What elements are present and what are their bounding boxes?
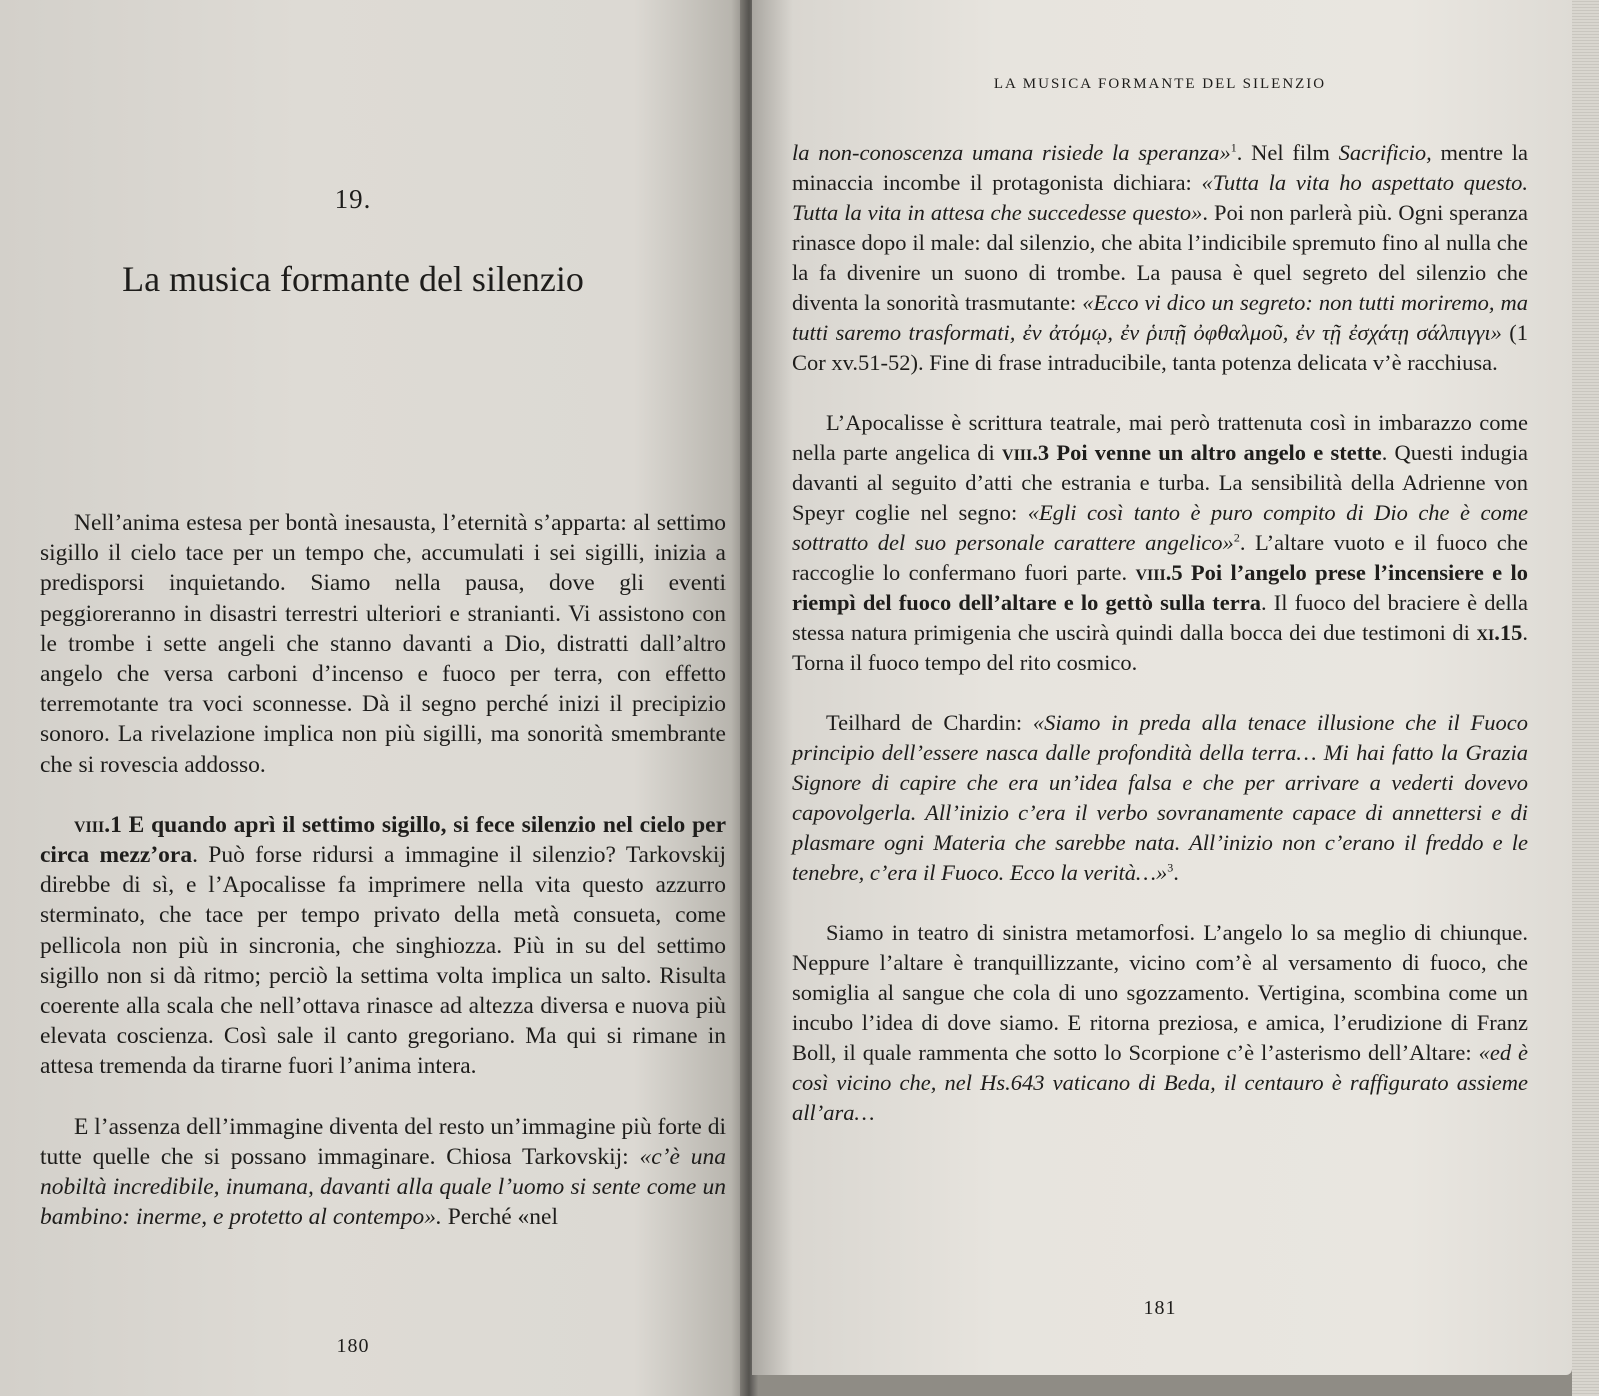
- left-body-text: [40, 508, 726, 1232]
- italic-quote: «Egli così tanto è puro compito di Dio che è come sottratto del suo personale carattere angelico»: [792, 500, 1529, 555]
- verse-reference: viii.3: [1002, 440, 1050, 465]
- paragraph-text: (1 Cor xv.51-52). Fine di frase intraducibile, tanta potenza delicata v’è racchiusa.: [792, 320, 1528, 375]
- page-number-right: 181: [1143, 1297, 1177, 1319]
- paragraph: [792, 708, 1528, 888]
- paragraph-text: . Torna il fuoco tempo del rito cosmico.: [792, 620, 1528, 675]
- paragraph-text: . Nel film: [1236, 140, 1339, 165]
- bold-quote: Poi l’angelo prese l’incensiere e lo riempì del fuoco dell’altare e lo gettò sulla terra: [792, 560, 1528, 615]
- verse-reference: viii.5: [1135, 560, 1183, 585]
- paragraph: [792, 918, 1528, 1128]
- paragraph-text: . Poi non parlerà più. Ogni speranza rinasce dopo il male: dal silenzio, che abita l’indicibile spremuto fino al nulla che la fa divenire un suono di trombe. La pausa è quel segreto del silenzio che diventa la sonorità trasmutante:: [792, 200, 1528, 315]
- italic-quote: «Ecco vi dico un segreto: non tutti moriremo, ma tutti saremo trasformati, ἐν ἀτόμῳ, ἐν ῥιπῇ ὀφθαλμοῦ, ἐν τῇ ἐσχάτῃ σάλπιγγι»: [792, 290, 1528, 345]
- italic-title: Sacrificio,: [1338, 140, 1432, 165]
- italic-quote: «Siamo in preda alla tenace illusione che il Fuoco principio dell’essere nasca dalle profondità della terra… Mi hai fatto la Grazia Signore di capire che era un’idea falsa e che per arrivare a vederti dovevo capovolgerla. All’inizio c’era il verbo sovranamente capace di annettersi e di plasmare ogni Materia che sarebbe nata. All’inizio non c’erano il freddo e le tenebre, c’era il Fuoco. Ecco la verità…»: [792, 710, 1529, 885]
- paragraph-text: . Questi indugia davanti al seguito d’atti che estrania e turba. La sensibilità della Adrienne von Speyr coglie nel segno:: [792, 440, 1528, 525]
- running-head: LA MUSICA FORMANTE DEL SILENZIO: [993, 76, 1327, 92]
- paragraph-text: Siamo in teatro di sinistra metamorfosi. L’angelo lo sa meglio di chiunque. Neppure l’altare è tranquillizzante, vicino com’è al versamento di fuoco, che somiglia al sangue che cola di uno sgozzamento. Vertigina, scombina come un incubo l’idea di dove siamo. E ritorna preziosa, e amica, l’erudizione di Franz Boll, il quale rammenta che sotto lo Scorpione c’è l’asterismo dell’Altare:: [792, 920, 1528, 1065]
- italic-quote: «Tutta la vita ho aspettato questo. Tutta la vita in attesa che succedesse questo»: [792, 170, 1528, 225]
- verse-reference: viii.1: [74, 811, 122, 838]
- paragraph: [40, 508, 726, 780]
- italic-quote: «ed è così vicino che, nel Hs.643 vaticano di Beda, il centauro è raffigurato assieme all’ara…: [792, 1040, 1528, 1125]
- footnote-marker: 1: [1230, 140, 1237, 155]
- italic-quote: «c’è una nobiltà incredibile, inumana, davanti alla quale l’uomo si sente come un bambino: inerme, e protetto al contempo».: [40, 1143, 726, 1231]
- right-page: [752, 0, 1572, 1375]
- page-block-edge: [1572, 0, 1599, 1396]
- paragraph: [40, 810, 726, 1082]
- verse-reference: xi.15: [1476, 620, 1523, 645]
- page-number-left: 180: [336, 1335, 370, 1357]
- right-body-text: [792, 138, 1528, 1128]
- chapter-title: La musica formante del silenzio: [122, 259, 584, 299]
- paragraph-text: L’Apocalisse è scrittura teatrale, mai però trattenuta così in imbarazzo come nella parte angelica di: [792, 410, 1528, 465]
- footnote-marker: 2: [1233, 530, 1240, 545]
- paragraph-text: Teilhard de Chardin:: [826, 710, 1033, 735]
- paragraph-text: Perché «nel: [441, 1204, 558, 1231]
- left-page: [0, 0, 746, 1396]
- paragraph-text: . Il fuoco del braciere è della stessa natura primigenia che uscirà quindi dalla bocca dei due testimoni di: [792, 590, 1529, 645]
- bold-quote: Poi venne un altro angelo e stette: [1049, 440, 1382, 465]
- italic-quote: la non-conoscenza umana risiede la speranza»: [792, 140, 1231, 165]
- paragraph: [792, 138, 1528, 378]
- chapter-number: 19.: [334, 184, 372, 214]
- paragraph: [40, 1112, 726, 1233]
- bold-quote: E quando aprì il settimo sigillo, si fece silenzio nel cielo per circa mezz’ora: [40, 811, 727, 869]
- footnote-marker: 3: [1167, 860, 1174, 875]
- paragraph: [792, 408, 1528, 678]
- paragraph-text: E l’assenza dell’immagine diventa del resto un’immagine più forte di tutte quelle che si possano immaginare. Chiosa Tarkovskij:: [40, 1113, 726, 1170]
- paragraph-text: Nell’anima estesa per bontà inesausta, l’eternità s’apparta: al settimo sigillo il cielo tace per un tempo che, accumulati i sei sigilli, inizia a predisporsi inquietando. Siamo nella pausa, dove gli eventi peggioreranno in disastri terrestri ulteriori e stranianti. Vi assistono con le trombe i sette angeli che stanno davanti a Dio, distratti dall’altro angelo che versa carboni d’incenso e fuoco per terra, con effetto terremotante tra voci sconnesse. Dà il segno perché inizi il precipizio sonoro. La rivelazione implica non più sigilli, ma sonorità smembrante che si rovescia addosso.: [40, 510, 726, 778]
- paragraph-text: . L’altare vuoto e il fuoco che raccoglie lo confermano fuori parte.: [792, 530, 1528, 585]
- paragraph-text: . Può forse ridursi a immagine il silenzio? Tarkovskij direbbe di sì, e l’Apocalisse fa imprimere nella vita questo azzurro sterminato, che tace per tempo privato della metà consueta, come pellicola non più in sincronia, che singhiozza. Più in su del settimo sigillo non si dà ritmo; perciò la settima volta implica un salto. Risulta coerente alla scala che nell’ottava rinasce ad altezza diversa e nuova più elevata coscienza. Così sale il canto gregoriano. Ma qui si rimane in attesa tremenda da tirarne fuori l’anima intera.: [40, 842, 726, 1080]
- paragraph-text: mentre la minaccia incombe il protagonista dichiara:: [792, 140, 1528, 195]
- paragraph-text: .: [1173, 860, 1179, 885]
